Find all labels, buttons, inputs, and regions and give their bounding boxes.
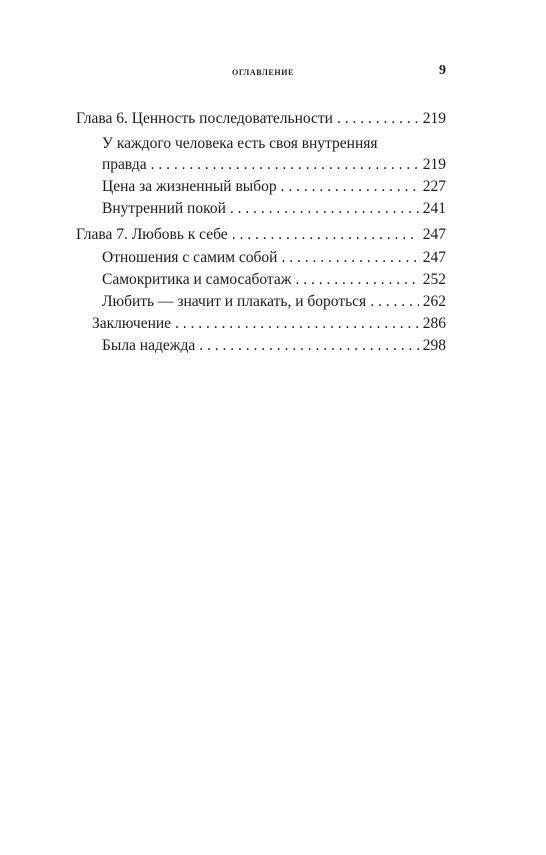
dot-leader <box>295 270 418 290</box>
toc-entry-title: Глава 6. Ценность последовательности <box>76 110 333 127</box>
toc-entry-page: 247 <box>422 249 446 266</box>
toc-entry-page: 286 <box>422 315 446 332</box>
toc-entry-page: 219 <box>422 156 446 173</box>
toc-entry-section <box>102 270 446 290</box>
toc-entry-section <box>102 199 446 219</box>
toc-entry-chapter-7 <box>76 225 446 245</box>
toc-entry-title: правда <box>102 156 147 173</box>
toc-entry-title: Заключение <box>92 315 172 332</box>
dot-leader <box>337 109 419 129</box>
dot-leader <box>151 155 419 175</box>
toc-entry-section <box>102 177 446 197</box>
toc-entry-conclusion <box>92 314 446 334</box>
dot-leader <box>199 336 419 356</box>
running-head: оглавление <box>232 66 294 78</box>
toc-entry-title: Внутренний покой <box>102 200 226 217</box>
toc-entry-title: Глава 7. Любовь к себе <box>76 226 228 243</box>
toc-entry-title: Цена за жизненный выбор <box>102 178 277 195</box>
toc-entry-title: Была надежда <box>102 337 196 354</box>
toc-entry-section-title-line: У каждого человека есть своя внутренняя <box>102 135 378 152</box>
toc-entry-page: 252 <box>422 271 446 288</box>
toc-entry-section <box>102 292 446 312</box>
toc-entry-title: Любить — значит и плакать, и бороться <box>102 293 367 310</box>
dot-leader <box>175 314 419 334</box>
dot-leader <box>281 248 418 268</box>
toc-entry-title: Отношения с самим собой <box>102 249 278 266</box>
toc-entry-page: 241 <box>422 200 446 217</box>
dot-leader <box>230 199 419 219</box>
dot-leader <box>370 292 419 312</box>
dot-leader <box>232 225 419 245</box>
toc-entry-page: 262 <box>422 293 446 310</box>
page-number: 9 <box>439 63 446 78</box>
toc-entry-section <box>102 155 446 175</box>
toc-entry-page: 247 <box>422 226 446 243</box>
toc-entry-title: Самокритика и самосаботаж <box>102 271 292 288</box>
toc-entry-section <box>102 336 446 356</box>
toc-entry-page: 227 <box>422 178 446 195</box>
toc-entry-chapter-6 <box>76 109 446 129</box>
dot-leader <box>281 177 419 197</box>
toc-entry-section <box>102 248 446 268</box>
toc-entry-page: 219 <box>422 110 446 127</box>
toc-entry-page: 298 <box>422 337 446 354</box>
